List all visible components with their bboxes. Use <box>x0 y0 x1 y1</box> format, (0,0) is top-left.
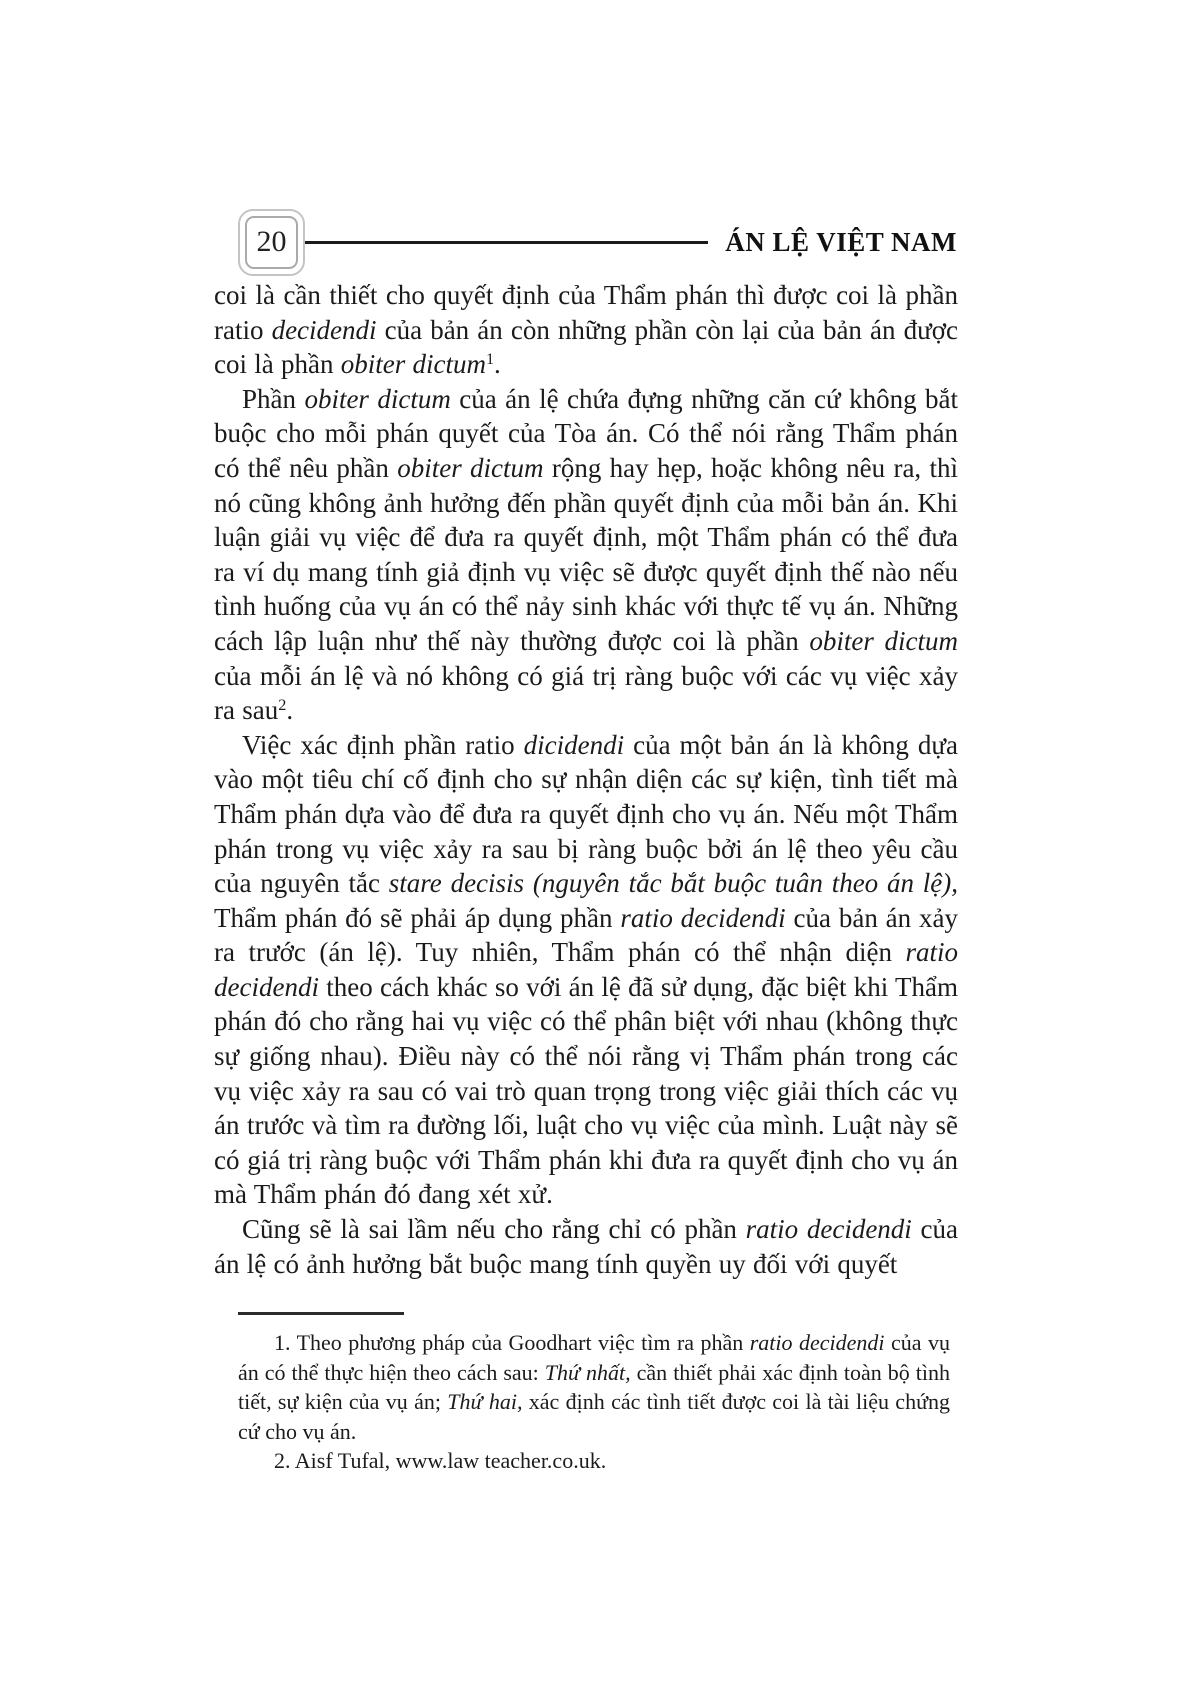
text-run: của một bản án là không dựa vào một tiêu chí cố định cho sự nhận diện các sự kiện, tình tiết mà Thẩm phán dựa vào để đưa ra quyết định cho vụ án. Nếu một Thẩm phán trong vụ việc xảy ra sau bị ràng buộc bởi án lệ theo yêu cầu của nguyên tắc <box>214 729 958 899</box>
text-run: Phần <box>242 383 305 414</box>
text-run: của bản án xảy ra trước (án lệ). Tuy nhiên, Thẩm phán có thể nhận diện <box>214 902 959 968</box>
footnote-reference: 2 <box>278 696 287 715</box>
italic-text-run: ratio decidendi <box>745 1214 912 1245</box>
italic-text-run: Thứ nhất, <box>544 1359 631 1385</box>
footnote-reference: 1 <box>485 350 495 369</box>
text-run: của bản án còn những phần còn lại của bản án được coi là phần <box>214 314 958 380</box>
italic-text-run: ratio decidendi <box>214 937 958 1002</box>
text-run: coi là cần thiết cho quyết định của Thẩm phán thì được coi là phần ratio <box>214 280 958 345</box>
italic-text-run: dicidendi <box>523 729 625 760</box>
text-run: Cũng sẽ là sai lầm nếu cho rằng chỉ có phần <box>242 1214 746 1245</box>
text-run: theo cách khác so với án lệ đã sử dụng, đặc biệt khi Thẩm phán đó cho rằng hai vụ việc có thể phân biệt với nhau (không thực sự giống nhau). Điều này có thể nói rằng vị Thẩm phán trong các vụ việc xảy ra sau có vai trò quan trọng trong việc giải thích các vụ án trước và tìm ra đường lối, luật cho vụ việc của mình. Luật này sẽ có giá trị ràng buộc với Thẩm phán khi đưa ra quyết định cho vụ án mà Thẩm phán đó đang xét xử. <box>214 971 958 1210</box>
page-number: 20 <box>245 216 298 269</box>
italic-text-run: obiter dictum <box>397 452 544 483</box>
paragraph <box>214 728 958 1212</box>
italic-text-run: obiter dictum <box>809 625 958 656</box>
italic-text-run: stare decisis (nguyên tắc bắt buộc tuân theo án lệ), <box>388 868 958 899</box>
text-run: của án lệ chứa đựng những căn cứ không bắt buộc cho mỗi phán quyết của Tòa án. Có thể nói rằng Thẩm phán có thể nêu phần <box>214 383 959 483</box>
text-run: Thẩm phán đó sẽ phải áp dụng phần <box>214 902 621 933</box>
italic-text-run: obiter dictum <box>340 349 486 380</box>
page-header <box>238 208 957 276</box>
italic-text-run: decidendi <box>271 314 377 345</box>
text-run: . <box>286 695 294 726</box>
text-run: 1. Theo phương pháp của Goodhart việc tìm ra phần <box>274 1330 750 1355</box>
footnotes-section <box>238 1312 950 1476</box>
body-text <box>214 278 958 1281</box>
page-number-box <box>238 209 305 276</box>
text-run: 2. Aisf Tufal, www.law teacher.co.uk. <box>274 1448 607 1473</box>
italic-text-run: ratio decidendi <box>620 902 786 933</box>
text-run: xác định các tình tiết được coi là tài liệu chứng cứ cho vụ án. <box>238 1389 950 1444</box>
footnote-item <box>238 1446 950 1476</box>
footnote-list <box>238 1328 950 1476</box>
text-run: Việc xác định phần ratio <box>242 729 524 760</box>
paragraph <box>214 278 958 382</box>
text-run: . <box>494 349 501 380</box>
paragraph <box>214 1212 958 1281</box>
text-run: của án lệ có ảnh hưởng bắt buộc mang tính quyền uy đối với quyết <box>214 1214 958 1279</box>
italic-text-run: Thứ hai, <box>447 1389 523 1414</box>
header-rule <box>305 241 708 244</box>
text-run: rộng hay hẹp, hoặc không nêu ra, thì nó cũng không ảnh hưởng đến phần quyết định của mỗi bản án. Khi luận giải vụ việc để đưa ra quyết định, một Thẩm phán có thể đưa ra ví dụ mang tính giả định vụ việc sẽ được quyết định thế nào nếu tình huống của vụ án có thể nảy sinh khác với thực tế vụ án. Những cách lập luận như thế này thường được coi là phần <box>214 452 959 656</box>
text-run: của mỗi án lệ và nó không có giá trị ràng buộc với các vụ việc xảy ra sau <box>214 660 958 726</box>
text-run: cần thiết phải xác định toàn bộ tình tiết, sự kiện của vụ án; <box>238 1359 950 1414</box>
paragraph <box>214 382 958 728</box>
running-title: ÁN LỆ VIỆT NAM <box>725 226 957 257</box>
italic-text-run: obiter dictum <box>304 383 451 414</box>
footnote-item <box>238 1328 950 1446</box>
italic-text-run: ratio decidendi <box>749 1330 885 1355</box>
footnote-separator <box>238 1312 404 1315</box>
text-run: của vụ án có thể thực hiện theo cách sau: <box>238 1330 950 1385</box>
